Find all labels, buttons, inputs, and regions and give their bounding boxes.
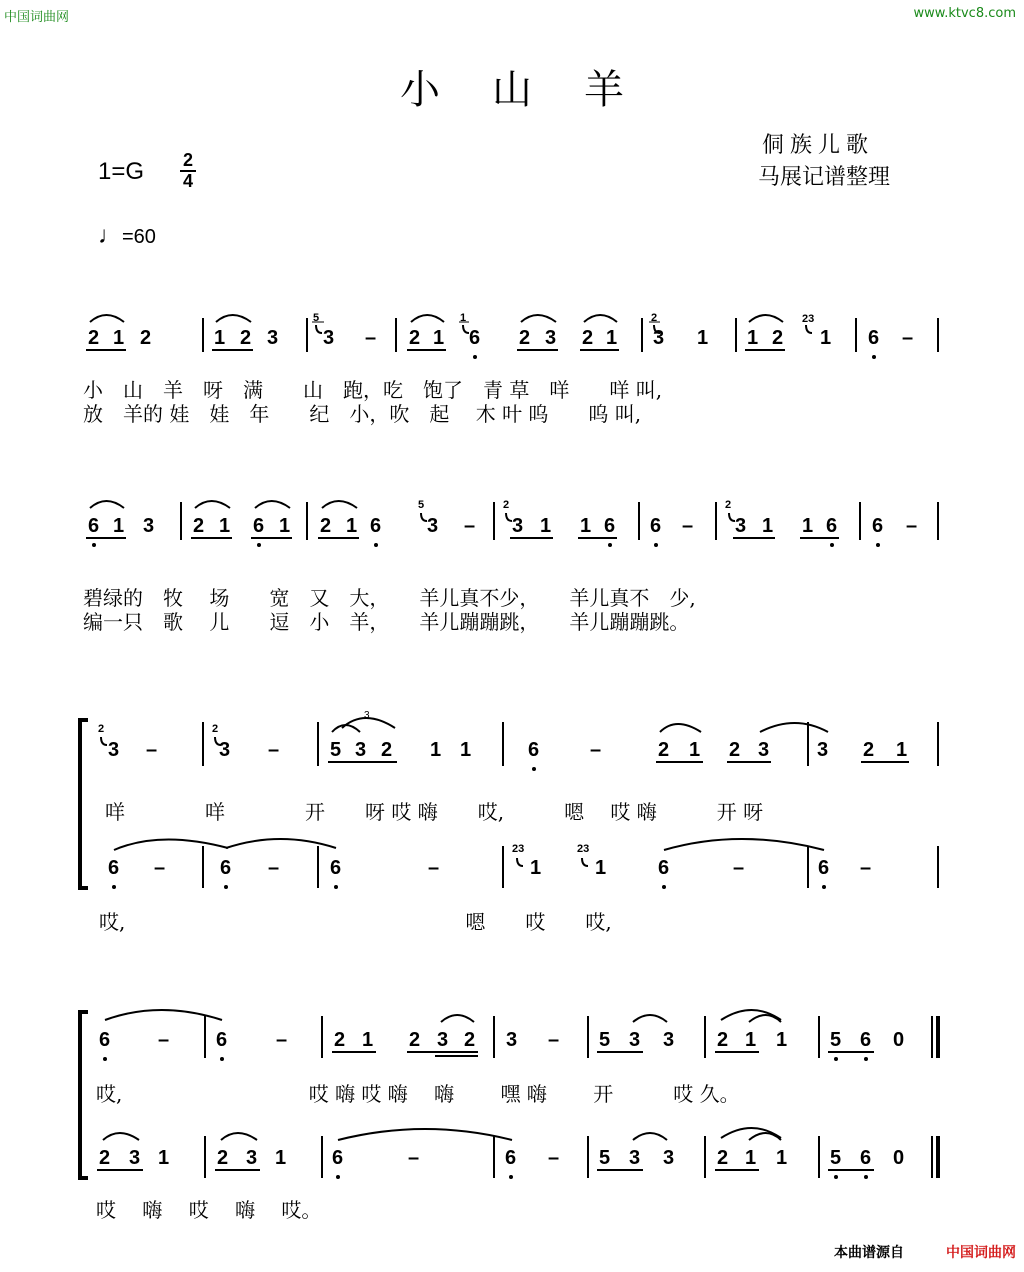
svg-text:1: 1 xyxy=(747,327,759,349)
site-name-top: 中国词曲网 xyxy=(4,10,70,25)
svg-text:1: 1 xyxy=(113,515,125,537)
svg-text:1: 1 xyxy=(113,327,125,349)
svg-text:1: 1 xyxy=(776,1147,788,1169)
lyric-row1-verse1: 小 山 羊 呀 满 山 跑，吃 饱了 青 草 咩 咩 叫, xyxy=(83,378,663,402)
svg-text:6: 6 xyxy=(826,515,838,537)
svg-text:–: – xyxy=(902,327,914,349)
svg-text:3: 3 xyxy=(653,327,665,349)
svg-text:6: 6 xyxy=(253,515,265,537)
svg-text:–: – xyxy=(268,857,280,879)
svg-text:3: 3 xyxy=(437,1029,449,1051)
svg-text:2: 2 xyxy=(193,515,205,537)
svg-text:6: 6 xyxy=(528,739,540,761)
svg-text:–: – xyxy=(154,857,166,879)
svg-text:1: 1 xyxy=(279,515,291,537)
svg-text:6: 6 xyxy=(216,1029,228,1051)
svg-text:–: – xyxy=(268,739,280,761)
time-bottom: 4 xyxy=(182,171,193,191)
svg-text:6: 6 xyxy=(332,1147,344,1169)
svg-text:6: 6 xyxy=(330,857,342,879)
svg-text:6: 6 xyxy=(469,327,481,349)
triplet-mark: 3 xyxy=(364,710,370,721)
svg-text:6: 6 xyxy=(818,857,830,879)
svg-text:1: 1 xyxy=(214,327,226,349)
svg-text:2: 2 xyxy=(212,723,219,735)
row4-upper-notes xyxy=(99,1029,904,1051)
row4-bracket xyxy=(80,1012,88,1178)
svg-text:1: 1 xyxy=(430,739,442,761)
row2-dots xyxy=(92,543,880,547)
svg-text:1: 1 xyxy=(362,1029,374,1051)
svg-text:2: 2 xyxy=(503,499,510,511)
svg-text:2: 2 xyxy=(381,739,393,761)
svg-text:–: – xyxy=(860,857,872,879)
svg-text:2: 2 xyxy=(717,1147,729,1169)
svg-text:2: 2 xyxy=(140,327,152,349)
svg-text:3: 3 xyxy=(267,327,279,349)
lyric-row4-lower: 哎 嗨 哎 嗨 哎。 xyxy=(96,1198,322,1222)
svg-text:1: 1 xyxy=(460,312,467,324)
svg-text:2: 2 xyxy=(725,499,732,511)
song-arranger: 马展记谱整理 xyxy=(758,165,891,190)
svg-text:3: 3 xyxy=(427,515,439,537)
svg-text:2: 2 xyxy=(240,327,252,349)
row3-bracket xyxy=(80,720,88,888)
svg-text:6: 6 xyxy=(88,515,100,537)
svg-text:6: 6 xyxy=(604,515,616,537)
svg-text:–: – xyxy=(146,739,158,761)
svg-text:2: 2 xyxy=(99,1147,111,1169)
svg-text:6: 6 xyxy=(860,1029,872,1051)
svg-text:6: 6 xyxy=(658,857,670,879)
svg-text:5: 5 xyxy=(418,499,425,511)
svg-text:1: 1 xyxy=(158,1147,170,1169)
lyric-row1-verse2: 放 羊的 娃 娃 年 纪 小，吹 起 木 叶 呜 呜 叫, xyxy=(83,402,642,426)
site-url: www.ktvc8.com xyxy=(913,6,1016,21)
svg-text:5: 5 xyxy=(313,312,320,324)
title-char-2: 山 xyxy=(492,67,532,113)
svg-text:1: 1 xyxy=(433,327,445,349)
svg-text:5: 5 xyxy=(830,1029,842,1051)
svg-text:1: 1 xyxy=(820,327,832,349)
source-label: 本曲谱源自 xyxy=(834,1245,904,1261)
svg-text:2: 2 xyxy=(217,1147,229,1169)
svg-text:1: 1 xyxy=(540,515,552,537)
svg-text:–: – xyxy=(158,1029,170,1051)
svg-text:6: 6 xyxy=(370,515,382,537)
svg-text:2: 2 xyxy=(88,327,100,349)
svg-text:1: 1 xyxy=(580,515,592,537)
svg-text:1: 1 xyxy=(697,327,709,349)
lyric-row3-lower: 哎, 嗯 哎 哎, xyxy=(99,910,612,934)
svg-text:5: 5 xyxy=(599,1147,611,1169)
svg-text:1: 1 xyxy=(346,515,358,537)
quarter-note-icon: ♩ xyxy=(98,222,122,249)
svg-text:6: 6 xyxy=(860,1147,872,1169)
svg-text:5: 5 xyxy=(599,1029,611,1051)
svg-text:1: 1 xyxy=(219,515,231,537)
svg-text:3: 3 xyxy=(817,739,829,761)
svg-text:1: 1 xyxy=(689,739,701,761)
svg-text:2: 2 xyxy=(651,312,658,324)
svg-text:2: 2 xyxy=(334,1029,346,1051)
svg-text:6: 6 xyxy=(108,857,120,879)
svg-text:2: 2 xyxy=(320,515,332,537)
svg-text:3: 3 xyxy=(129,1147,141,1169)
svg-text:3: 3 xyxy=(512,515,524,537)
svg-text:3: 3 xyxy=(355,739,367,761)
title-char-3: 羊 xyxy=(584,67,624,113)
svg-text:–: – xyxy=(276,1029,288,1051)
svg-text:2: 2 xyxy=(658,739,670,761)
svg-text:3: 3 xyxy=(663,1147,675,1169)
row1-dots xyxy=(473,355,876,359)
svg-text:3: 3 xyxy=(108,739,120,761)
source-site: 中国词曲网 xyxy=(946,1245,1016,1261)
svg-text:3: 3 xyxy=(323,327,335,349)
song-origin: 侗族儿歌 xyxy=(762,133,875,158)
key-signature: 1=G xyxy=(98,158,145,185)
time-top: 2 xyxy=(182,150,193,170)
svg-text:2: 2 xyxy=(519,327,531,349)
lyric-row4-upper: 哎, 哎 嗨 哎 嗨 嗨 嘿 嗨 开 哎 久。 xyxy=(96,1082,740,1106)
svg-text:–: – xyxy=(464,515,476,537)
row1-notes xyxy=(88,327,913,349)
svg-text:2: 2 xyxy=(98,723,105,735)
svg-text:6: 6 xyxy=(220,857,232,879)
svg-text:3: 3 xyxy=(758,739,770,761)
svg-text:–: – xyxy=(733,857,745,879)
svg-text:3: 3 xyxy=(246,1147,258,1169)
svg-text:6: 6 xyxy=(872,515,884,537)
lyric-row2-verse1: 碧绿的 牧 场 宽 又 大， 羊儿真不少， 羊儿真不 少, xyxy=(83,586,696,610)
svg-text:1: 1 xyxy=(595,857,607,879)
svg-text:6: 6 xyxy=(99,1029,111,1051)
svg-text:–: – xyxy=(428,857,440,879)
lyric-row3-upper: 咩 咩 开 呀 哎 嗨 哎, 嗯 哎 嗨 开 呀 xyxy=(105,800,764,824)
row1-grace-notes xyxy=(313,312,814,325)
svg-text:23: 23 xyxy=(802,313,815,325)
svg-text:2: 2 xyxy=(772,327,784,349)
svg-text:2: 2 xyxy=(409,327,421,349)
svg-text:23: 23 xyxy=(512,843,525,855)
title-char-1: 小 xyxy=(400,67,440,113)
svg-text:0: 0 xyxy=(893,1147,905,1169)
svg-text:2: 2 xyxy=(409,1029,421,1051)
row4-lower-notes xyxy=(99,1147,904,1169)
svg-text:3: 3 xyxy=(629,1147,641,1169)
svg-text:1: 1 xyxy=(275,1147,287,1169)
svg-text:–: – xyxy=(590,739,602,761)
svg-text:3: 3 xyxy=(143,515,155,537)
svg-text:3: 3 xyxy=(219,739,231,761)
svg-text:–: – xyxy=(906,515,918,537)
svg-text:1: 1 xyxy=(762,515,774,537)
row2-notes xyxy=(88,499,917,537)
svg-text:2: 2 xyxy=(464,1029,476,1051)
tempo-value: =60 xyxy=(122,226,156,248)
svg-text:1: 1 xyxy=(745,1029,757,1051)
svg-text:1: 1 xyxy=(530,857,542,879)
svg-text:3: 3 xyxy=(506,1029,518,1051)
svg-text:–: – xyxy=(548,1029,560,1051)
svg-text:1: 1 xyxy=(896,739,908,761)
svg-text:23: 23 xyxy=(577,843,590,855)
svg-text:0: 0 xyxy=(893,1029,905,1051)
svg-text:1: 1 xyxy=(745,1147,757,1169)
svg-text:3: 3 xyxy=(735,515,747,537)
svg-text:–: – xyxy=(408,1147,420,1169)
lyric-row2-verse2: 编一只 歌 儿 逗 小 羊， 羊儿蹦蹦跳， 羊儿蹦蹦跳。 xyxy=(83,610,690,634)
svg-text:5: 5 xyxy=(330,739,342,761)
svg-text:3: 3 xyxy=(629,1029,641,1051)
svg-text:3: 3 xyxy=(663,1029,675,1051)
svg-text:6: 6 xyxy=(868,327,880,349)
svg-text:–: – xyxy=(365,327,377,349)
svg-text:1: 1 xyxy=(802,515,814,537)
svg-text:–: – xyxy=(548,1147,560,1169)
svg-text:1: 1 xyxy=(460,739,472,761)
svg-text:2: 2 xyxy=(729,739,741,761)
svg-text:–: – xyxy=(682,515,694,537)
svg-text:2: 2 xyxy=(863,739,875,761)
svg-text:2: 2 xyxy=(582,327,594,349)
svg-text:6: 6 xyxy=(650,515,662,537)
row3-lower-notes xyxy=(108,843,871,879)
svg-text:2: 2 xyxy=(717,1029,729,1051)
svg-text:5: 5 xyxy=(830,1147,842,1169)
svg-text:6: 6 xyxy=(505,1147,517,1169)
svg-text:3: 3 xyxy=(545,327,557,349)
svg-text:1: 1 xyxy=(776,1029,788,1051)
svg-text:1: 1 xyxy=(606,327,618,349)
